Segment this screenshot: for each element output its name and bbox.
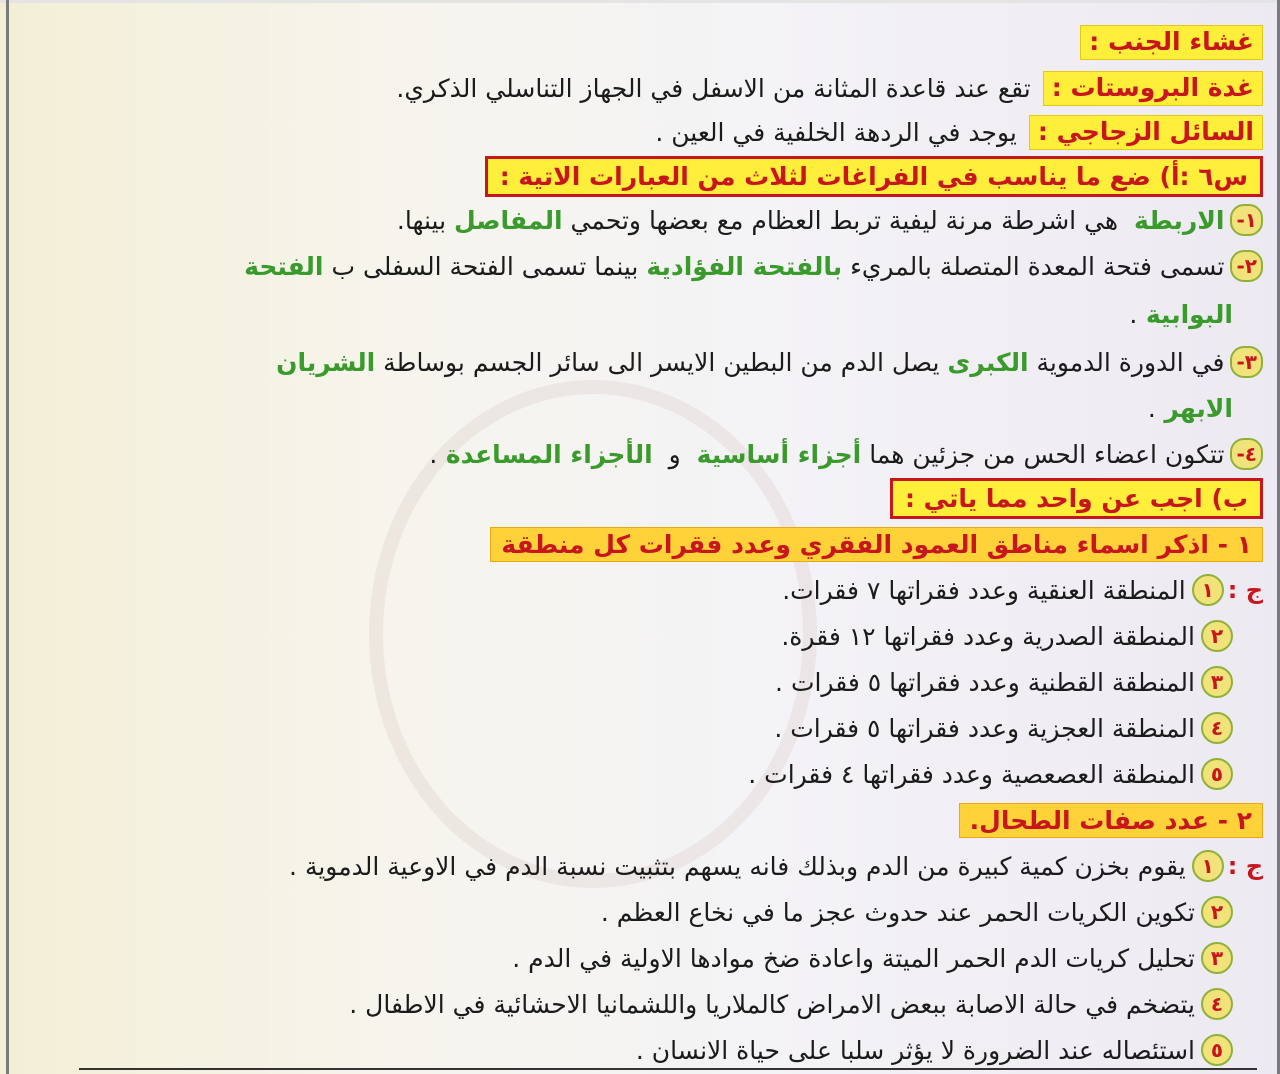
answer-term: الشريان [276,347,376,377]
item-number-badge: ٤- [1230,438,1263,470]
item-text: يصل الدم من البطين الايسر الى سائر الجسم بوساطة [375,347,948,377]
answer-term: البوابية [1145,299,1233,329]
answer-number-badge: ٣ [1201,666,1233,698]
answer-item [601,892,1233,932]
answer-term: بالفتحة الفؤادية [646,251,843,281]
answer-item [748,754,1233,794]
answer-item [512,938,1233,978]
answer-item [289,846,1263,886]
term-highlight: غدة البروستات : [1043,71,1263,106]
item-text: . [1129,299,1146,329]
answer-number-badge: ٣ [1201,942,1233,974]
bottom-rule [79,1068,1257,1070]
item-number-badge: ٢- [1230,250,1263,282]
item-text: . [1147,393,1165,423]
answer-term: أجزاء أساسية [696,439,862,469]
sub-question-label: ٢ - عدد صفات الطحال. [959,803,1263,838]
fill-in-item [429,434,1263,474]
answer-term: الابهر [1164,393,1233,423]
answer-text: المنطقة العجزية وعدد فقراتها ٥ فقرات . [774,713,1195,743]
sub-question-1 [490,524,1263,564]
sub-question-2 [959,800,1263,840]
answer-number-badge: ٤ [1201,988,1233,1020]
answer-text: المنطقة الصدرية وعدد فقراتها ١٢ فقرة. [781,621,1195,651]
answer-text: تكوين الكريات الحمر عند حدوث عجز ما في نخاع العظم . [600,897,1195,927]
sub-question-label: ١ - اذكر اسماء مناطق العمود الفقري وعدد فقرات كل منطقة [490,527,1263,562]
item-text: هي اشرطة مرنة ليفية تربط العظام مع بعضها وتحمي [562,205,1134,235]
answer-text: يقوم بخزن كمية كبيرة من الدم وبذلك فانه يسهم بتثبيت نسبة الدم في الاوعية الدموية . [289,851,1186,881]
answer-item [775,662,1233,702]
answer-text: المنطقة العصعصية وعدد فقراتها ٤ فقرات . [748,759,1195,789]
answer-text: المنطقة القطنية وعدد فقراتها ٥ فقرات . [775,667,1195,697]
item-text: في الدورة الدموية [1028,347,1225,377]
answer-number-badge: ٢ [1201,896,1233,928]
q6a-header [485,156,1263,196]
item-text: بينها. [396,205,455,235]
answer-text: يتضخم في حالة الاصابة ببعض الامراض كالملاريا واللشمانيا الاحشائية في الاطفال . [349,989,1195,1019]
item-text: . [429,439,446,469]
question-header: ب) اجب عن واحد مما ياتي : [890,478,1263,519]
q6b-header [890,478,1263,518]
answer-term: الاربطة [1133,205,1225,235]
answer-text: المنطقة العنقية وعدد فقراتها ٧ فقرات. [782,575,1186,605]
answer-term: الكبرى [947,347,1029,377]
answer-number-badge: ٢ [1201,620,1233,652]
definition-prostate [396,68,1263,108]
fill-in-item [1148,388,1233,428]
item-text: بينما تسمى الفتحة السفلى ب [323,251,647,281]
definition-pleura [1080,22,1263,62]
answer-item [774,708,1233,748]
question-header: س٦ :أ) ضع ما يناسب في الفراغات لثلاث من العبارات الاتية : [485,156,1263,197]
answer-number-badge: ٥ [1201,1034,1233,1066]
fill-in-item [1129,294,1233,334]
definition-vitreous [655,112,1263,152]
answer-item [349,984,1233,1024]
answer-term: المفاصل [454,205,563,235]
fill-in-item [244,246,1263,286]
term-highlight: غشاء الجنب : [1080,25,1263,60]
item-text: تتكون اعضاء الحس من جزئين هما [861,439,1225,469]
answer-mark: ج : [1227,852,1263,880]
answer-number-badge: ٥ [1201,758,1233,790]
fill-in-item [397,200,1263,240]
worksheet-page [6,0,1280,1074]
item-number-badge: ١- [1230,204,1263,236]
item-text: و [652,439,697,469]
definition-text: يوجد في الردهة الخلفية في العين . [655,117,1017,147]
definition-text: تقع عند قاعدة المثانة من الاسفل في الجهاز التناسلي الذكري. [396,73,1031,103]
answer-mark: ج : [1227,576,1263,604]
answer-text: استئصاله عند الضرورة لا يؤثر سلبا على حياة الانسان . [635,1035,1195,1065]
fill-in-item [276,342,1263,382]
answer-item [636,1030,1233,1070]
answer-term: الفتحة [244,251,324,281]
item-text: تسمى فتحة المعدة المتصلة بالمريء [842,251,1225,281]
answer-number-badge: ١ [1192,574,1224,606]
answer-item [781,616,1233,656]
answer-item [782,570,1263,610]
answer-text: تحليل كريات الدم الحمر الميتة واعادة ضخ موادها الاولية في الدم . [512,943,1195,973]
item-number-badge: ٣- [1230,346,1263,378]
answer-number-badge: ١ [1192,850,1224,882]
answer-term: الأجزاء المساعدة [445,439,653,469]
answer-number-badge: ٤ [1201,712,1233,744]
term-highlight: السائل الزجاجي : [1029,115,1263,150]
